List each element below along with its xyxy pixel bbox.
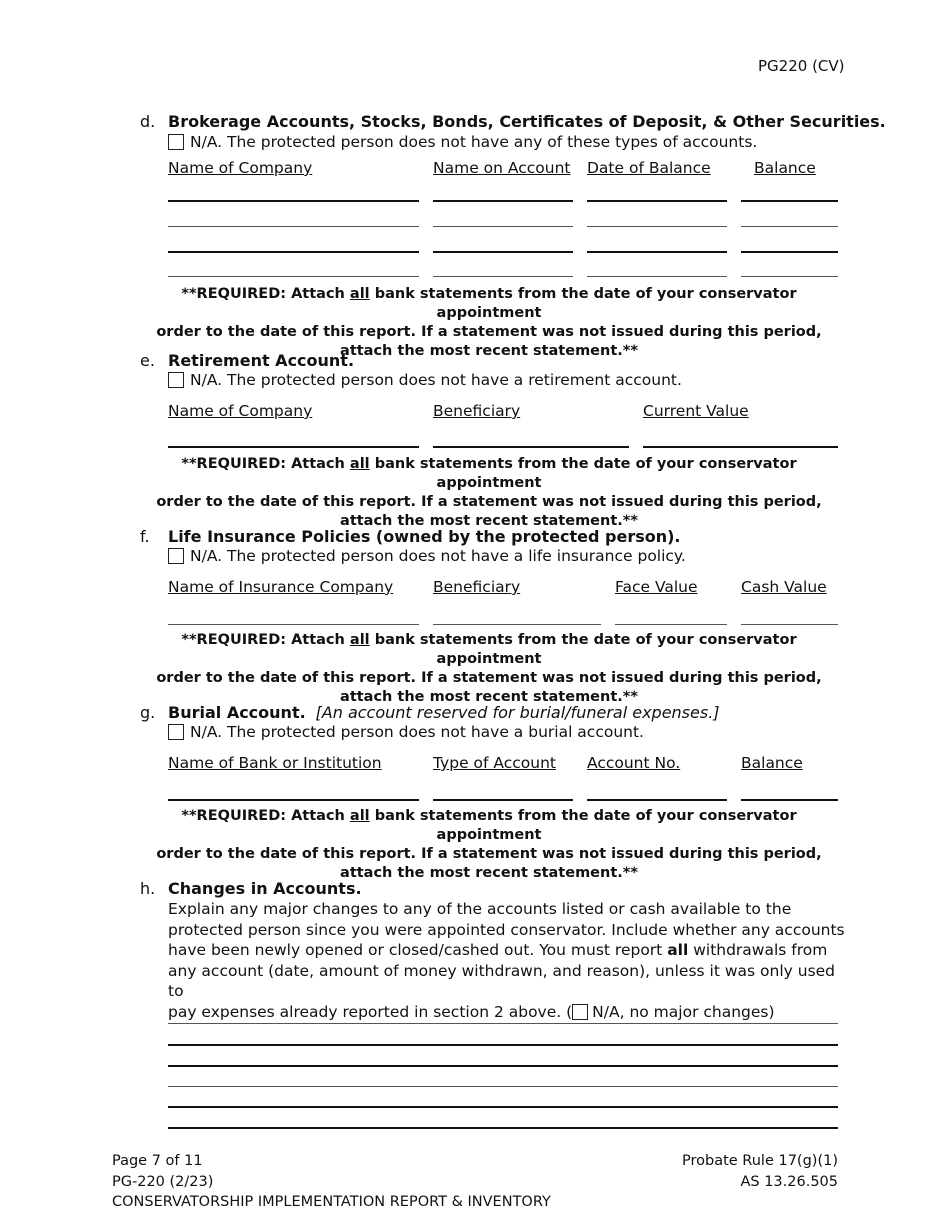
section-d-col-company: Name of Company — [168, 159, 313, 177]
section-g-letter: g. — [140, 703, 156, 722]
section-e-col-company: Name of Company — [168, 402, 313, 420]
section-d-na-checkbox[interactable] — [168, 134, 184, 150]
section-h-line-4[interactable] — [168, 1086, 838, 1087]
section-f-col-face-value: Face Value — [615, 578, 698, 596]
section-h-na-label: N/A, no major changes) — [592, 1002, 775, 1021]
section-d-row3-name-line[interactable] — [433, 251, 573, 253]
section-d-col-date-of-balance: Date of Balance — [587, 159, 711, 177]
section-f-face-line[interactable] — [615, 624, 727, 625]
section-h-title: Changes in Accounts. — [168, 879, 362, 898]
section-d-row2-date-line[interactable] — [587, 226, 727, 227]
section-d-row4-date-line[interactable] — [587, 276, 727, 277]
footer-right — [682, 1151, 838, 1192]
section-e-letter: e. — [140, 351, 155, 370]
section-d-row1-name-line[interactable] — [433, 200, 573, 202]
footer-form-rev: PG-220 (2/23) — [112, 1173, 214, 1190]
section-e-na-checkbox[interactable] — [168, 372, 184, 388]
section-e-col-beneficiary: Beneficiary — [433, 402, 521, 420]
section-g-subtitle: [An account reserved for burial/funeral expenses.] — [315, 703, 720, 722]
section-f-na-checkbox[interactable] — [168, 548, 184, 564]
section-d-row1-company-line[interactable] — [168, 200, 419, 202]
section-h-line-2[interactable] — [168, 1044, 838, 1046]
section-d-col-balance: Balance — [754, 159, 816, 177]
section-g-na-label: N/A. The protected person does not have a burial account. — [190, 723, 644, 741]
footer-page: Page 7 of 11 — [112, 1153, 203, 1169]
section-f-col-company: Name of Insurance Company — [168, 578, 394, 596]
section-g-na-option — [168, 723, 644, 741]
section-h-line-6[interactable] — [168, 1127, 838, 1129]
form-id: PG220 (CV) — [758, 57, 845, 75]
footer-rule: Probate Rule 17(g)(1) — [682, 1153, 838, 1169]
section-g-title: Burial Account. — [168, 703, 306, 722]
section-g-required-notice: **REQUIRED: Attach all bank statements from the date of your conservator appointment order to the date of this report. If a statement was not issued during this period, attach the most recent statement.** — [156, 808, 822, 881]
section-e-na-option — [168, 371, 682, 389]
section-h-line-5[interactable] — [168, 1106, 838, 1108]
section-f-title: Life Insurance Policies (owned by the protected person). — [168, 527, 681, 546]
section-h-instructions: Explain any major changes to any of the accounts listed or cash available to the protected person since you were appointed conservator. Include whether any accounts have been newly opened or closed/cashed out. You must report all withdrawals from any account (date, amount of money withdrawn, and reason), unless it was only used to pay expenses already reported in section 2 above. ( N/A, no major changes) — [168, 900, 845, 1021]
section-d-row4-name-line[interactable] — [433, 276, 573, 277]
section-g-heading — [168, 703, 720, 722]
section-d-letter: d. — [140, 112, 156, 131]
section-e-required-notice: **REQUIRED: Attach all bank statements from the date of your conservator appointment order to the date of this report. If a statement was not issued during this period, attach the most recent statement.** — [156, 456, 822, 529]
section-f-beneficiary-line[interactable] — [433, 624, 601, 625]
section-d-row2-balance-line[interactable] — [741, 226, 838, 227]
section-e-value-line[interactable] — [643, 446, 838, 448]
section-d-required-notice: **REQUIRED: Attach all bank statements from the date of your conservator appointment order to the date of this report. If a statement was not issued during this period, attach the most recent statement.** — [156, 286, 822, 359]
section-e-title: Retirement Account. — [168, 351, 355, 370]
section-g-type-line[interactable] — [433, 799, 573, 801]
section-d-col-name-on-account: Name on Account — [433, 159, 571, 177]
section-f-col-beneficiary: Beneficiary — [433, 578, 521, 596]
section-f-letter: f. — [140, 527, 150, 546]
section-d-row2-name-line[interactable] — [433, 226, 573, 227]
section-g-col-account-no: Account No. — [587, 754, 681, 772]
section-e-col-current-value: Current Value — [643, 402, 749, 420]
section-d-row1-date-line[interactable] — [587, 200, 727, 202]
section-f-na-option — [168, 547, 686, 565]
footer-form-title: CONSERVATORSHIP IMPLEMENTATION REPORT & INVENTORY — [112, 1194, 551, 1210]
footer-left — [112, 1151, 551, 1213]
section-e-beneficiary-line[interactable] — [433, 446, 629, 448]
section-h-na-checkbox[interactable] — [572, 1004, 588, 1020]
section-d-row4-company-line[interactable] — [168, 276, 419, 277]
section-f-na-label: N/A. The protected person does not have a life insurance policy. — [190, 547, 686, 565]
section-e-na-label: N/A. The protected person does not have a retirement account. — [190, 371, 682, 389]
section-d-na-label: N/A. The protected person does not have any of these types of accounts. — [190, 133, 758, 151]
section-f-required-notice: **REQUIRED: Attach all bank statements from the date of your conservator appointment order to the date of this report. If a statement was not issued during this period, attach the most recent statement.** — [156, 632, 822, 705]
section-d-row3-date-line[interactable] — [587, 251, 727, 253]
section-g-account-line[interactable] — [587, 799, 727, 801]
section-g-na-checkbox[interactable] — [168, 724, 184, 740]
section-d-title: Brokerage Accounts, Stocks, Bonds, Certificates of Deposit, & Other Securities. — [168, 112, 886, 131]
section-f-col-cash-value: Cash Value — [741, 578, 827, 596]
section-g-col-type: Type of Account — [433, 754, 556, 772]
section-g-bank-line[interactable] — [168, 799, 419, 801]
section-d-row4-balance-line[interactable] — [741, 276, 838, 277]
section-d-na-option — [168, 133, 757, 151]
section-d-row2-company-line[interactable] — [168, 226, 419, 227]
section-g-col-balance: Balance — [741, 754, 803, 772]
section-g-col-bank: Name of Bank or Institution — [168, 754, 382, 772]
footer-statute: AS 13.26.505 — [740, 1173, 838, 1190]
section-h-line-3[interactable] — [168, 1065, 838, 1067]
section-d-row1-balance-line[interactable] — [741, 200, 838, 202]
section-f-cash-line[interactable] — [741, 624, 838, 625]
section-h-line-1[interactable] — [168, 1023, 838, 1024]
section-g-balance-line[interactable] — [741, 799, 838, 801]
section-f-company-line[interactable] — [168, 624, 419, 625]
section-d-row3-balance-line[interactable] — [741, 251, 838, 253]
section-e-company-line[interactable] — [168, 446, 419, 448]
section-d-row3-company-line[interactable] — [168, 251, 419, 253]
section-h-letter: h. — [140, 879, 156, 898]
